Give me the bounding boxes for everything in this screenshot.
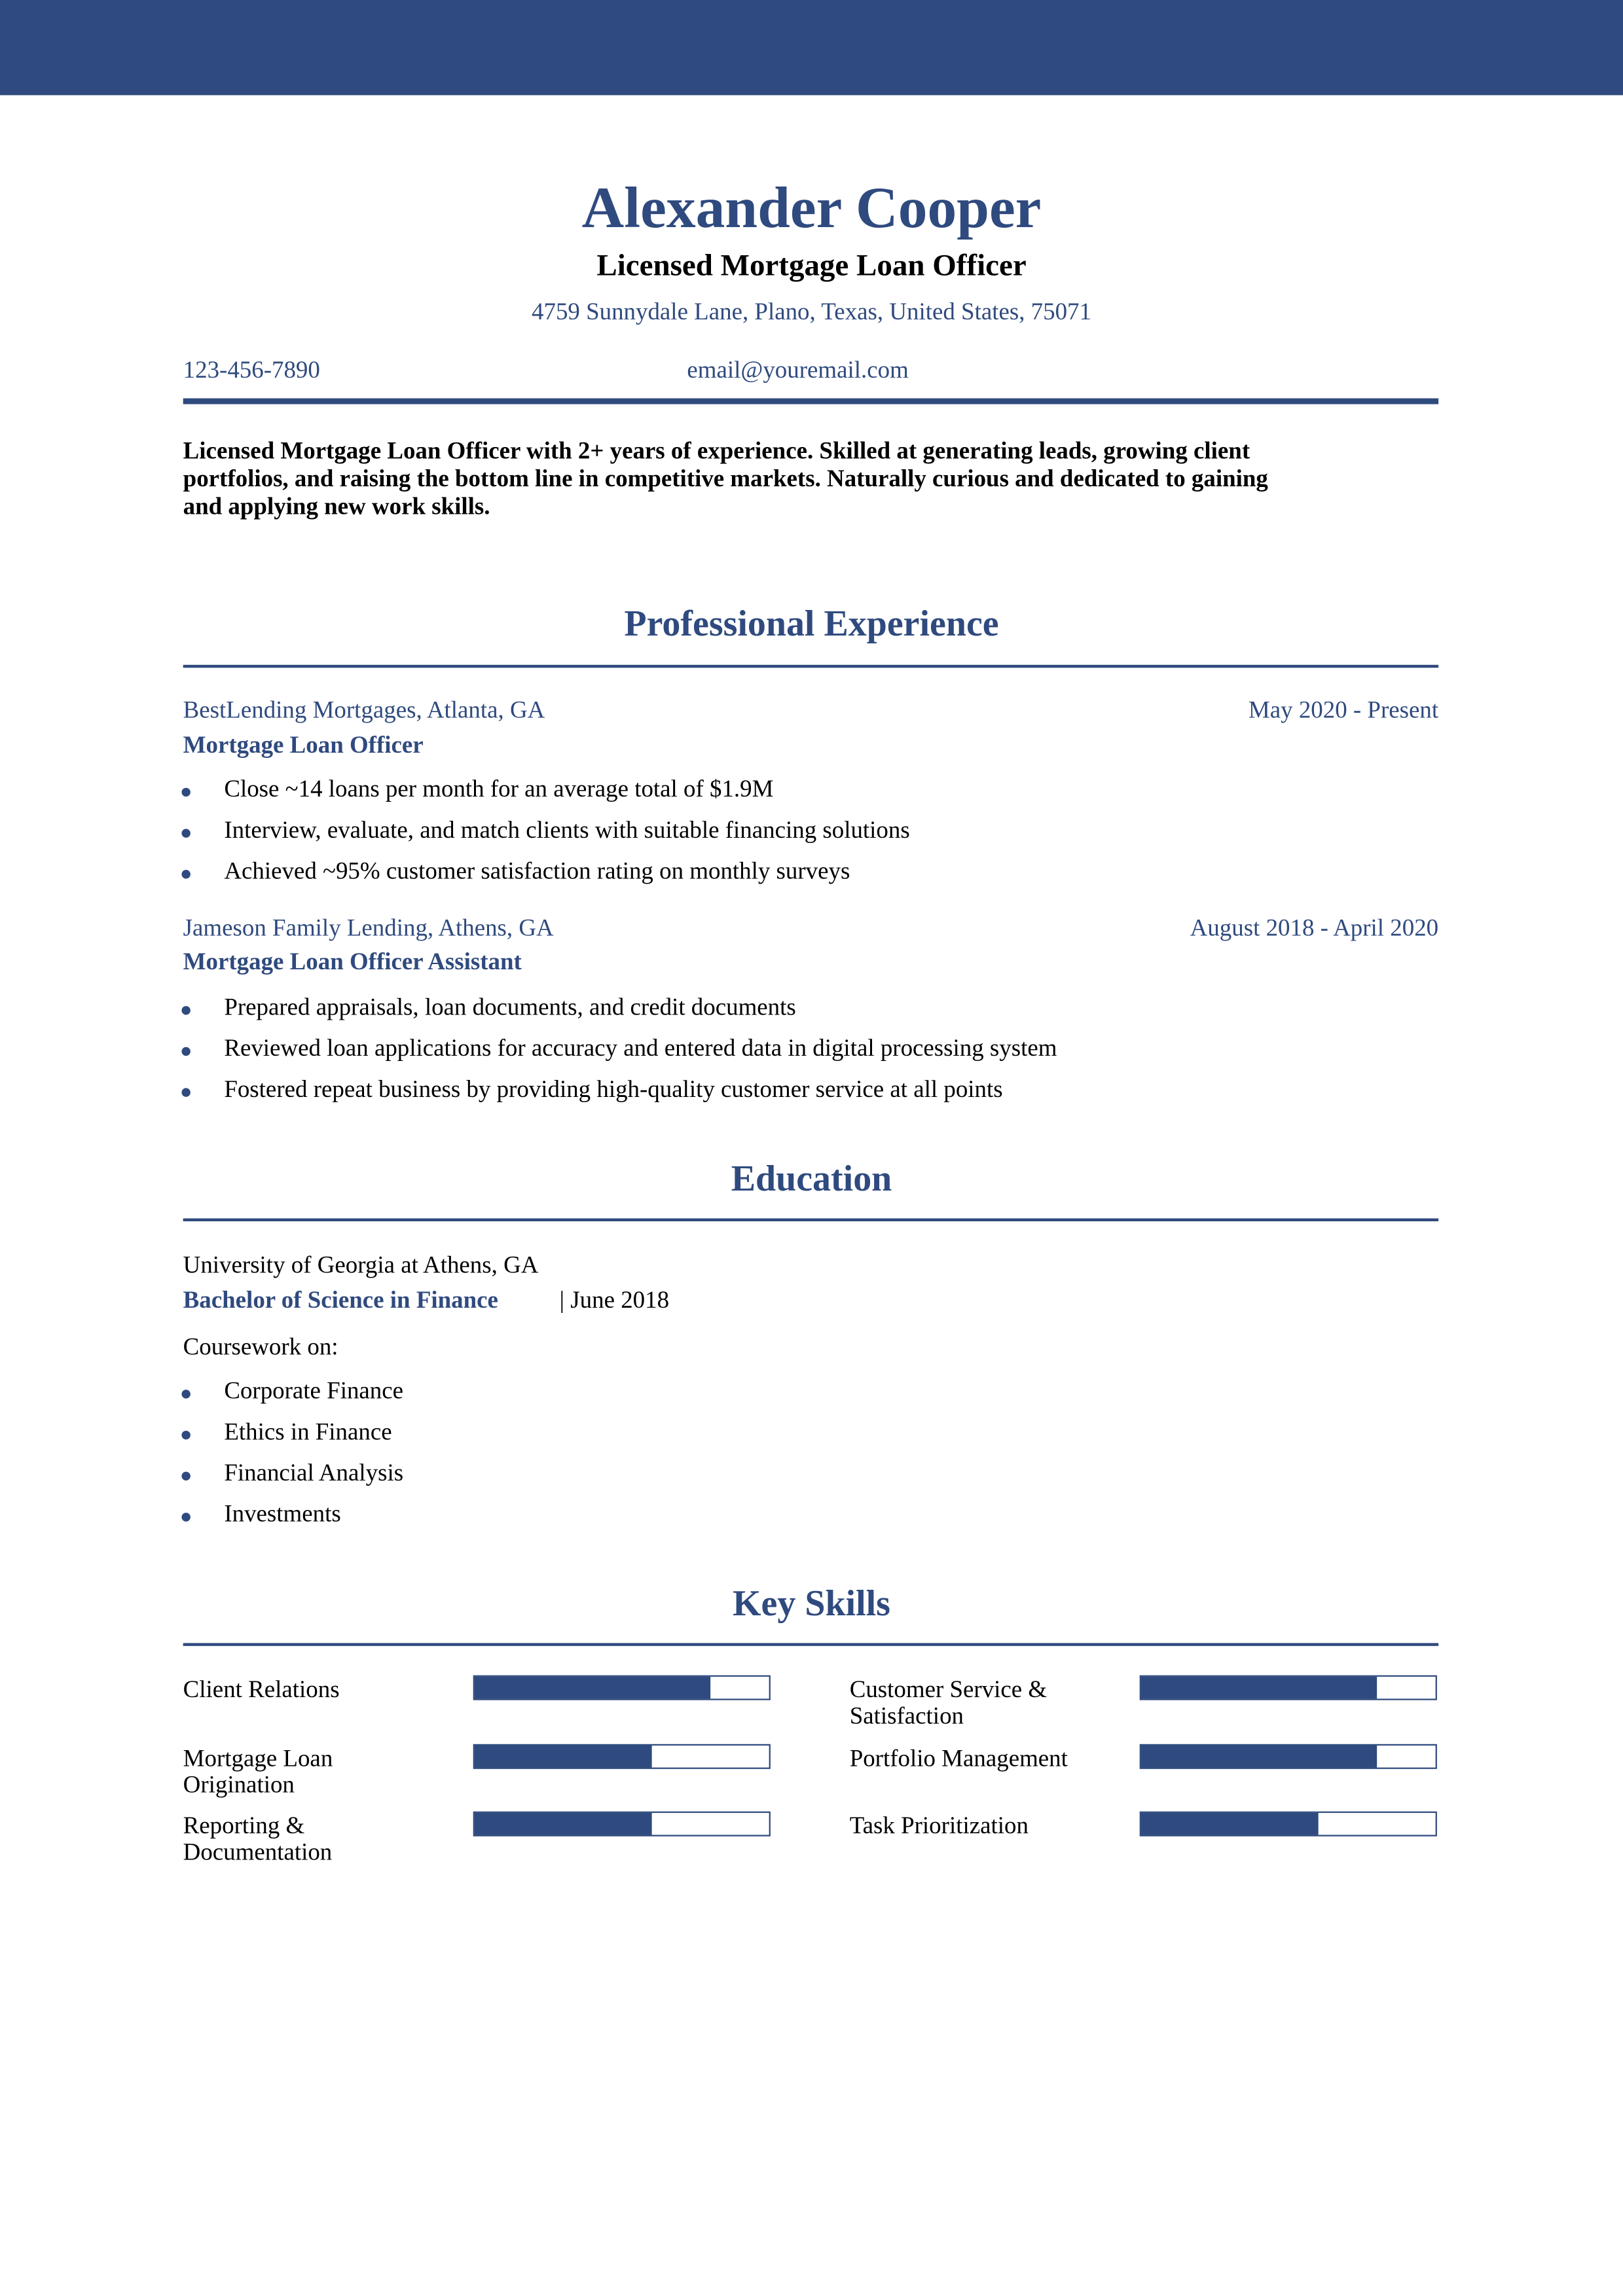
bullet-icon [181, 788, 190, 797]
course: Ethics in Finance [224, 1417, 392, 1446]
bullet-icon [181, 1472, 190, 1480]
header-divider [183, 399, 1438, 404]
job-bullet: Achieved ~95% customer satisfaction rating on monthly surveys [224, 856, 850, 885]
header-band [0, 0, 1623, 95]
course: Corporate Finance [224, 1376, 404, 1405]
phone: 123-456-7890 [183, 355, 320, 384]
job-bullet: Reviewed loan applications for accuracy and entered data in digital processing system [224, 1033, 1057, 1062]
skill-level-fill [1141, 1813, 1318, 1835]
degree: Bachelor of Science in Finance [183, 1285, 498, 1314]
skill-level-bar [473, 1812, 771, 1837]
section-divider [183, 1643, 1438, 1645]
summary-line: and applying new work skills. [183, 492, 490, 520]
job-role: Mortgage Loan Officer Assistant [183, 947, 522, 976]
bullet-icon [181, 1513, 190, 1521]
bullet-icon [181, 829, 190, 837]
skill-name: Reporting & Documentation [183, 1811, 333, 1866]
skill-level-bar [1140, 1812, 1437, 1837]
job-bullet: Interview, evaluate, and match clients with suitable financing solutions [224, 816, 910, 844]
job-role: Mortgage Loan Officer [183, 730, 424, 759]
summary [183, 437, 1268, 520]
job-dates: August 2018 - April 2020 [1190, 914, 1439, 942]
bullet-icon [181, 1088, 190, 1096]
address: 4759 Sunnydale Lane, Plano, Texas, United States, 75071 [532, 297, 1092, 325]
bullet-icon [181, 1390, 190, 1398]
skill-name: Portfolio Management [849, 1744, 1068, 1772]
candidate-name: Alexander Cooper [581, 174, 1042, 240]
skill-name: Task Prioritization [849, 1811, 1029, 1840]
skill-level-fill [475, 1746, 651, 1768]
skill-level-fill [475, 1813, 651, 1835]
course: Investments [224, 1499, 341, 1528]
section-heading-experience: Professional Experience [624, 605, 999, 645]
job-title: Licensed Mortgage Loan Officer [596, 247, 1027, 283]
job-company: BestLending Mortgages, Atlanta, GA [183, 695, 545, 724]
coursework-label: Coursework on: [183, 1333, 338, 1361]
summary-line: portfolios, and raising the bottom line in competitive markets. Naturally curious and dedicated to gaining [183, 464, 1268, 492]
job-bullet: Close ~14 loans per month for an average total of $1.9M [224, 774, 774, 803]
skill-name: Client Relations [183, 1675, 340, 1704]
bullet-icon [181, 870, 190, 878]
skill-level-fill [1141, 1746, 1377, 1768]
email: email@youremail.com [687, 355, 909, 384]
bullet-icon [181, 1047, 190, 1056]
school: University of Georgia at Athens, GA [183, 1250, 539, 1279]
section-divider [183, 665, 1438, 668]
skill-level-fill [1141, 1677, 1377, 1699]
summary-line: Licensed Mortgage Loan Officer with 2+ years of experience. Skilled at generating leads, growing client [183, 436, 1250, 465]
job-dates: May 2020 - Present [1248, 695, 1439, 724]
job-company: Jameson Family Lending, Athens, GA [183, 914, 554, 942]
course: Financial Analysis [224, 1458, 404, 1486]
skill-name: Mortgage Loan Origination [183, 1744, 333, 1799]
skill-level-bar [1140, 1676, 1437, 1700]
skill-level-bar [1140, 1744, 1437, 1769]
skill-name: Customer Service & Satisfaction [849, 1675, 1048, 1730]
bullet-icon [181, 1006, 190, 1014]
job-bullet: Fostered repeat business by providing high-quality customer service at all points [224, 1075, 1003, 1103]
skill-level-fill [475, 1677, 710, 1699]
section-heading-education: Education [731, 1160, 892, 1200]
skill-level-bar [473, 1744, 771, 1769]
section-heading-skills: Key Skills [733, 1584, 890, 1624]
skill-level-bar [473, 1676, 771, 1700]
bullet-icon [181, 1431, 190, 1439]
section-divider [183, 1219, 1438, 1221]
job-bullet: Prepared appraisals, loan documents, and credit documents [224, 992, 796, 1021]
graduation-date: | June 2018 [559, 1285, 670, 1314]
